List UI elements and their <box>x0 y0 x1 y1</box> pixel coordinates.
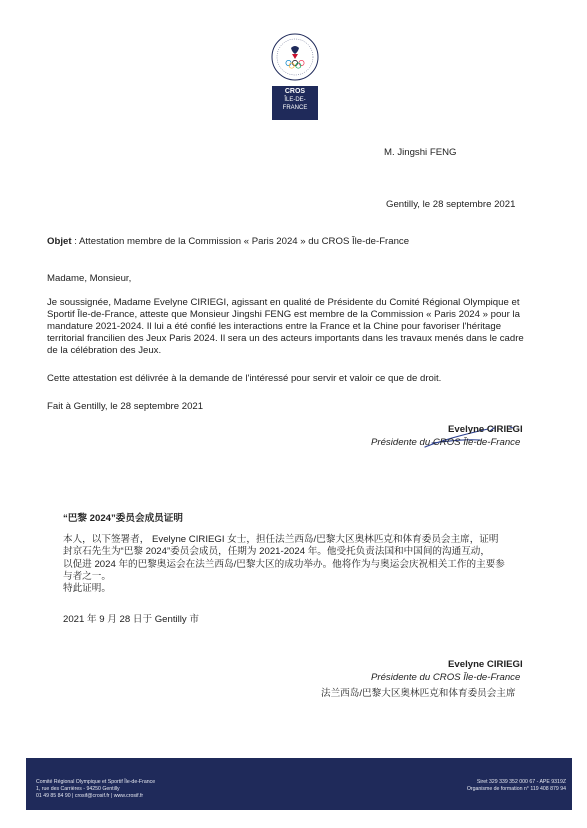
done-at: Fait à Gentilly, le 28 septembre 2021 <box>47 401 204 412</box>
chinese-line: 封京石先生为“巴黎 2024”委员会成员，任期为 2021-2024 年。他受托负责法国和中国间的沟通互动， <box>63 546 490 558</box>
footer-street: 1, rue des Carrières - 94250 Gentilly <box>36 786 120 792</box>
cros-logo <box>270 32 320 118</box>
footer-training-id: Organisme de formation n° 119 408 879 94 <box>466 786 566 792</box>
signer-role-cn-section: Présidente du CROS Île-de-France <box>371 672 521 683</box>
chinese-title: “巴黎 2024”委员会成员证明 <box>63 513 183 524</box>
subject-text: : Attestation membre de la Commission « Paris 2024 » du CROS Île-de-France <box>71 236 410 247</box>
signer-name-cn-section: Evelyne CIRIEGI <box>448 659 523 670</box>
logo-region-line2: FRANCE <box>282 105 308 111</box>
chinese-line: 以促进 2024 年的巴黎奥运会在法兰西岛/巴黎大区的成功举办。他将作为与奥运会庆祝相关工作的主要参 <box>63 558 505 570</box>
footer-address <box>36 779 155 800</box>
logo-name: CROS <box>284 88 306 95</box>
signer-role-chinese: 法兰西岛/巴黎大区奥林匹克和体育委员会主席 <box>321 688 516 699</box>
footer-siret: Siret 329 339 352 000 67 - APE 9319Z <box>476 779 566 785</box>
logo-badge <box>272 86 318 120</box>
footer-legal <box>388 779 566 793</box>
chinese-line: 特此证明。 <box>63 583 111 595</box>
footer-contact: 01 49 85 84 90 | crosif@crosif.fr | www.crosif.fr <box>36 793 144 799</box>
salutation: Madame, Monsieur, <box>47 273 132 284</box>
chinese-date: 2021 年 9 月 28 日于 Gentilly 市 <box>63 614 199 625</box>
signer-role: Présidente du CROS Île-de-France <box>371 437 521 448</box>
chinese-line: 与者之一。 <box>63 570 111 582</box>
place-date: Gentilly, le 28 septembre 2021 <box>386 199 516 210</box>
recipient: M. Jingshi FENG <box>384 147 457 158</box>
paragraph-attestation: Je soussignée, Madame Evelyne CIRIEGI, agissant en qualité de Présidente du Comité Régional Olympique et Sportif Île-de-France, atteste que Monsieur Jingshi FENG est membre de la Commission « Paris 2024 » pour la mandature 2021-2024. Il lui a été confié les interactions entre la France et la Chine pour favoriser l'héritage territorial francilien des Jeux Paris 2024. Il sera un des acteurs importants dans les travaux menés dans le cadre de la célébration des Jeux. <box>47 297 524 356</box>
chinese-line: 本人，以下签署者， Evelyne CIRIEGI 女士，担任法兰西岛/巴黎大区奥林匹克和体育委员会主席，证明 <box>63 534 499 545</box>
subject-line <box>47 236 409 248</box>
paragraph-delivery: Cette attestation est délivrée à la demande de l'intéressé pour servir et valoir ce que de droit. <box>47 373 442 384</box>
footer-org: Comité Régional Olympique et Sportif Île-de-France <box>36 779 156 785</box>
logo-region-line1: ÎLE-DE- <box>284 97 306 103</box>
signer-name: Evelyne CIRIEGI <box>448 424 523 435</box>
olympic-logo-icon <box>270 32 320 82</box>
chinese-body <box>63 534 533 595</box>
subject-label: Objet <box>47 236 72 247</box>
